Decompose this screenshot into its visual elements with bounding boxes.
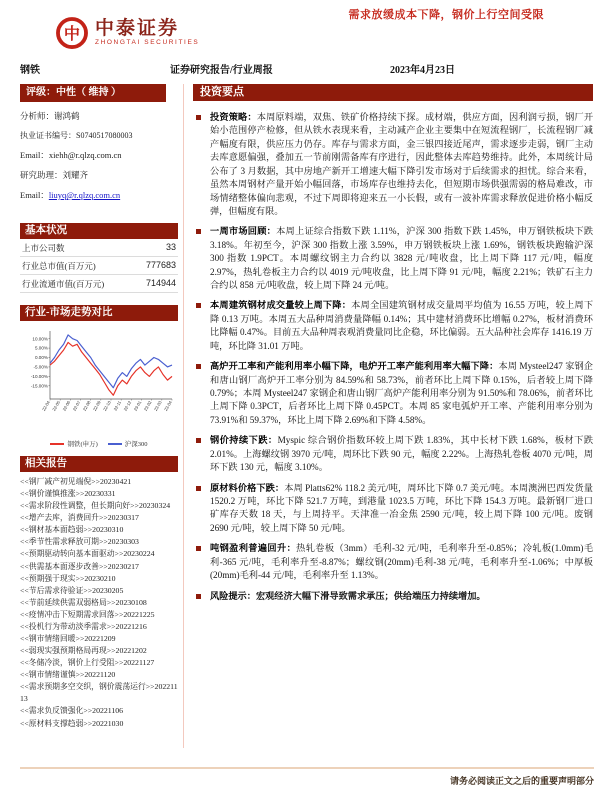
analyst-email-line (20, 149, 178, 161)
header-report-type: 证券研究报告/行业周报 (170, 65, 273, 76)
bullet-lead: 原材料价格下跌： (210, 482, 285, 493)
basic-status-row (20, 275, 178, 293)
report-link[interactable]: <<原材料支撑趋弱>>20221030 (20, 718, 124, 728)
svg-text:-15.00%: -15.00% (30, 383, 48, 389)
legend-item (108, 439, 148, 448)
basic-status-row (20, 239, 178, 257)
bullet-text (210, 360, 593, 427)
email-label: Email： (20, 150, 49, 160)
stat-label: 行业总市值(百万元) (22, 261, 96, 271)
market-trend-section (20, 305, 178, 448)
bullet-text (210, 542, 593, 582)
report-link[interactable]: <<冬储冷淡，钢价上行受阻>>20221127 (20, 658, 155, 668)
header-date: 2023年4月23日 (390, 65, 455, 76)
bullet-text (210, 590, 486, 603)
report-link[interactable]: <<供需基本面逐步改善>>20230217 (20, 561, 139, 571)
investment-highlights-header: 投资要点 (193, 84, 593, 101)
report-link[interactable]: <<钢市情绪谨慎>>20221120 (20, 670, 116, 680)
report-link[interactable]: <<需求预期多空交织，钢价震荡运行>>20221113 (20, 682, 178, 704)
footer (20, 767, 594, 787)
report-link[interactable]: <<钢市情绪回暖>>20221209 (20, 634, 116, 644)
bullet-lead: 风险提示： (210, 590, 256, 601)
report-link[interactable]: <<预期强于现实>>20230210 (20, 573, 116, 583)
report-link[interactable]: <<增产去库，消费回升>>20230317 (20, 513, 139, 523)
legend-line-icon (50, 443, 64, 445)
chart-legend (20, 439, 178, 448)
svg-text:5.00%: 5.00% (34, 345, 48, 351)
bullet-lead: 钢价持续下跌： (210, 435, 278, 446)
bullet-detail: 本周全国建筑钢材成交量周平均值为 16.55 万吨，较上周下降 0.13 万吨。本周五大品种周消费量降幅 0.14%；其中建材消费环比增幅 0.27%，板材消费环比降幅 0.47%。目前五大品种周表观消费量同比企稳，环比偏弱。五大品种社会库存 1416.19 万吨，环比降 31.01 万吨。 (210, 300, 594, 351)
analyst-email: xiehh@r.qlzq.com.cn (48, 150, 122, 160)
svg-text:23-01: 23-01 (132, 400, 143, 412)
bullet-item (193, 299, 593, 353)
analyst-block (20, 110, 178, 201)
assistant-email-link[interactable]: liuyq@r.qlzq.com.cn (48, 190, 121, 200)
assistant-name: 研究助理：刘耀齐 (20, 170, 89, 180)
report-link[interactable]: <<钢材基本面趋弱>>20230310 (20, 525, 124, 535)
svg-text:22-08: 22-08 (81, 400, 92, 412)
bullet-lead: 高炉开工率和产能利用率小幅下降，电炉开工率产能利用率大幅下降： (210, 361, 499, 372)
bullet-text (210, 299, 593, 353)
bullet-list (193, 111, 593, 603)
sidebar (20, 84, 178, 730)
bullet-lead: 一周市场回顾： (210, 226, 277, 237)
bullet-item (193, 590, 593, 603)
related-reports-list (20, 476, 178, 730)
analyst-name: 分析师：谢鸿鹤 (20, 111, 80, 121)
stat-value: 33 (165, 242, 176, 252)
legend-label: 钢铁(申万) (67, 441, 98, 448)
legend-item (50, 439, 97, 448)
svg-text:22-12: 22-12 (122, 400, 133, 412)
svg-text:22-06: 22-06 (61, 400, 72, 412)
square-bullet-icon (196, 303, 201, 308)
legend-line-icon (108, 443, 122, 445)
basic-status-table (20, 239, 178, 293)
bullet-text (210, 434, 593, 474)
bullet-text (210, 111, 593, 218)
report-link[interactable]: <<预期驱动转向基本面驱动>>20230224 (20, 549, 155, 559)
brand-name-cn: 中泰证券 (95, 18, 180, 40)
assistant-email-line (20, 189, 178, 201)
analyst-cert: 执业证书编号：S0740517080003 (20, 131, 133, 140)
email-label: Email： (20, 190, 49, 200)
content-columns (20, 84, 593, 748)
svg-text:22-04: 22-04 (41, 400, 51, 412)
svg-text:22-09: 22-09 (92, 400, 102, 412)
report-link[interactable]: <<钢价谨慎推涨>>20230331 (20, 489, 116, 499)
square-bullet-icon (196, 546, 201, 551)
report-link[interactable]: <<季节性需求释放可期>>20230303 (20, 537, 139, 547)
bullet-detail: Myspic 综合钢价指数环较上周下跌 1.83%，其中长材下跌 1.68%，板材下跌 2.01%。上海螺纹钢 3970 元/吨，周环比下跌 90 元，幅度 2.22%。上海热轧卷板 4070 元/吨，周环下跌 130 元，幅度 3.10%。 (210, 435, 594, 473)
square-bullet-icon (196, 438, 201, 443)
svg-text:10.00%: 10.00% (32, 336, 48, 342)
bullet-item (193, 482, 593, 536)
stat-label: 上市公司数 (22, 243, 65, 253)
svg-text:23-03: 23-03 (153, 400, 163, 412)
bullet-item (193, 360, 593, 427)
bullet-detail: 本周 Platts62% 118.2 美元/吨，周环比下降 0.7 美元/吨。本周澳洲巴西发货量 1520.2 万吨，环比下降 521.7 万吨，到港量 1023.5 万吨，环比下降 154.3 万吨。最新钢厂进口矿库存天数 18 天，与上周持平。天津准一冶金焦 2590 元/吨，较上周下降 100 元/吨。废钢 2690 元/吨，较上周下降 50 元/吨。 (210, 482, 593, 533)
svg-text:22-11: 22-11 (112, 400, 123, 412)
legend-label: 沪深300 (124, 441, 148, 448)
footer-disclaimer: 请务必阅读正文之后的重要声明部分 (449, 776, 594, 786)
brand-name-en: ZHONGTAI SECURITIES (95, 39, 200, 47)
report-link[interactable]: <<弱现实强预期格局再现>>20221202 (20, 646, 147, 656)
trend-line-chart (20, 327, 178, 448)
report-headline: 需求放缓成本下降，钢价上行空间受限 (348, 9, 544, 21)
basic-status-section (20, 223, 178, 293)
svg-text:0.00%: 0.00% (34, 355, 48, 361)
square-bullet-icon (196, 594, 201, 599)
square-bullet-icon (196, 229, 201, 234)
zhongtai-logo-icon (55, 16, 89, 50)
related-reports-header: 相关报告 (20, 456, 178, 472)
svg-text:-5.00%: -5.00% (33, 364, 48, 370)
svg-text:22-05: 22-05 (51, 400, 62, 412)
header-industry: 钢铁 (20, 65, 40, 76)
stat-label: 行业流通市值(百万元) (22, 279, 105, 289)
bullet-text (210, 225, 593, 292)
report-link[interactable]: <<需求负反馈强化>>20221106 (20, 706, 124, 716)
bullet-lead: 吨钢盈利普遍回升： (210, 543, 297, 554)
bullet-detail: 宏观经济大幅下滑导致需求承压；供给端压力持续增加。 (255, 590, 486, 601)
main-content (183, 84, 593, 748)
report-link[interactable]: <<需求阶段性调整，但长期向好>>20230324 (20, 501, 171, 511)
square-bullet-icon (196, 115, 201, 120)
report-link[interactable]: <<疫情冲击下短期需求回落>>20221225 (20, 609, 155, 619)
bullet-lead: 本周建筑钢材成交量较上周下降： (210, 300, 352, 311)
square-bullet-icon (196, 364, 201, 369)
bullet-item (193, 225, 593, 292)
svg-text:22-07: 22-07 (71, 400, 82, 412)
square-bullet-icon (196, 486, 201, 491)
report-link[interactable]: <<节前延续供需双弱格局>>20230108 (20, 597, 147, 607)
report-link[interactable]: <<投机行为带动淡季需求>>20221216 (20, 621, 147, 631)
related-reports-section (20, 456, 178, 730)
bullet-detail: 本周 Mysteel247 家钢企和唐山钢厂高炉开工率分别为 84.59%和 58.73%，前者环比上周下降 0.15%，后者较上周下降 0.79%；本周 Mysteel247 家钢企和唐山钢厂高炉产能利用率分别为 91.50%和 78.06%，前者环比上周下降 0.3PCT，后者环比上周下降 0.45PCT。本周 85 家电弧炉开工率、产能利用率分别为 73.91%和 59.37%，环比上周下降 2.69%和下降 4.58%。 (210, 361, 593, 425)
bullet-item (193, 434, 593, 474)
svg-text:23-04: 23-04 (163, 400, 173, 412)
report-link[interactable]: <<钢厂减产初见端倪>>20230421 (20, 477, 132, 486)
bullet-item (193, 542, 593, 582)
svg-text:22-10: 22-10 (102, 400, 112, 412)
svg-text:中: 中 (63, 24, 81, 43)
stat-value: 714944 (145, 278, 176, 288)
market-trend-header: 行业-市场走势对比 (20, 305, 178, 321)
bullet-item (193, 111, 593, 218)
bullet-text (210, 482, 593, 536)
basic-status-row (20, 257, 178, 275)
svg-text:23-02: 23-02 (142, 400, 153, 412)
stat-value: 777683 (145, 260, 176, 270)
report-link[interactable]: <<节后需求待验证>>20230205 (20, 585, 124, 595)
bullet-lead: 投资策略： (210, 112, 257, 122)
bullet-detail: 本周原料端，双焦、铁矿价格持续下探。成材端，供应方面，因利润亏损，钢厂开始小范围停产检修，但从铁水表现来看，主动减产企业主要集中在短流程钢厂，长流程钢厂减产幅度有限，供应压力仍存。库存与需求方面，金三银四接近尾声，需求逐步走弱，钢厂主动去库意愿偏强，叠加五一节前刚需备库有序进行，因此整体去库趋势维持。此外，本周统计局公布了 3 月数据，其中房地产新开工增速大幅下降引发市场对于后续需求的担忧。综合来看，虽然本周钢材产量开始小幅回落，市场库存也维持去化，但短期市场供强需弱的格局难改，市场情绪整体偏向悲观，不过下周即将迎来五一小长假，或有一波补库需求释放促进价格小幅反弹，但幅度有限。 (210, 112, 594, 216)
rating-badge: 评级：中性（ 维持 ） (20, 84, 166, 102)
brand-logo (55, 16, 199, 50)
bullet-detail: 热轧卷板（3mm）毛利-32 元/吨，毛利率升至-0.85%；冷轧板(1.0mm)毛利-365 元/吨，毛利率升至-8.87%；螺纹钢(20mm)毛利-38 元/吨，毛利率升至-1.06%；中厚板(20mm)毛利-44 元/吨，毛利率升至 1.13%。 (210, 543, 594, 581)
basic-status-header: 基本状况 (20, 223, 178, 239)
bullet-detail: 本周上证综合指数下跌 1.11%，沪深 300 指数下跌 1.45%，申万钢铁板块下跌 3.18%。年初至今，沪深 300 指数上涨 3.59%，申万钢铁板块上涨 1.69%，钢铁板块跑输沪深 300 指数 1.9PCT。本周螺纹钢主力合约以 3828 元/吨收盘，比上周下降 117 元/吨，幅度 2.97%，热轧卷板主力合约以 4019 元/吨收盘，比上周下降 91 元/吨，幅度 2.21%；铁矿石主力合约以 858 元/吨收盘，较上周下降 24 元/吨。 (210, 226, 594, 291)
svg-text:-10.00%: -10.00% (30, 373, 48, 379)
